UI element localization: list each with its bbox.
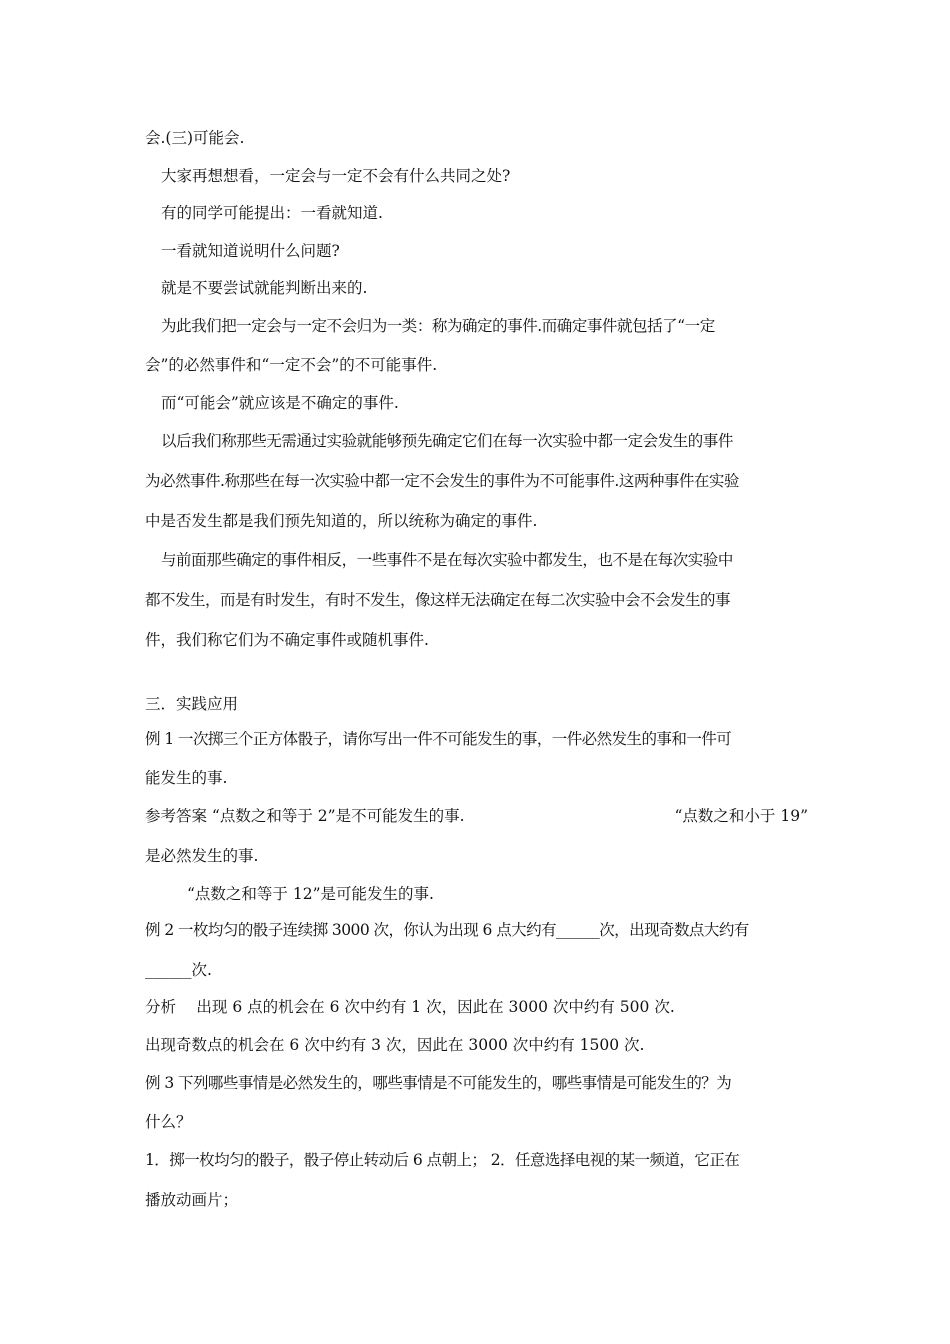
text-line: 什么？ bbox=[145, 1113, 192, 1131]
text-line: 而“可能会”就应该是不确定的事件. bbox=[161, 394, 399, 412]
text-line: 与前面那些确定的事件相反，一些事件不是在每次实验中都发生，也不是在每次实验中 bbox=[161, 551, 733, 569]
text-line: ______次. bbox=[145, 961, 212, 979]
text-line: 例 3 下列哪些事情是必然发生的，哪些事情是不可能发生的，哪些事情是可能发生的？为 bbox=[145, 1074, 732, 1092]
text-line: 为必然事件.称那些在每一次实验中都一定不会发生的事件为不可能事件.这两种事件在实验 bbox=[145, 472, 739, 490]
text-line: 为此我们把一定会与一定不会归为一类：称为确定的事件.而确定事件就包括了“一定 bbox=[161, 317, 715, 335]
text-line: 就是不要尝试就能判断出来的. bbox=[161, 279, 368, 297]
text-line: 播放动画片； bbox=[145, 1191, 239, 1209]
text-line: 大家再想想看，一定会与一定不会有什么共同之处? bbox=[161, 167, 511, 185]
text-segment: “点数之和小于 19” bbox=[674, 807, 808, 825]
text-line: “点数之和等于 12”是可能发生的事. bbox=[187, 885, 434, 903]
text-line bbox=[145, 806, 808, 826]
text-line: 例 1 一次掷三个正方体骰子，请你写出一件不可能发生的事，一件必然发生的事和一件可 bbox=[145, 730, 732, 748]
text-segment: 参考答案 “点数之和等于 2”是不可能发生的事. bbox=[145, 807, 465, 825]
section-heading: 三．实践应用 bbox=[145, 695, 239, 713]
text-line: 出现奇数点的机会在 6 次中约有 3 次，因此在 3000 次中约有 1500 次. bbox=[145, 1036, 645, 1054]
text-line: 会”的必然事件和“一定不会”的不可能事件. bbox=[145, 356, 438, 374]
text-line: 会.(三)可能会. bbox=[145, 129, 245, 147]
text-line: 例 2 一枚均匀的骰子连续掷 3000 次，你认为出现 6 点大约有______次，出现奇数点大约有 bbox=[145, 921, 749, 939]
text-line: 有的同学可能提出：一看就知道. bbox=[161, 204, 383, 222]
text-line: 以后我们称那些无需通过实验就能够预先确定它们在每一次实验中都一定会发生的事件 bbox=[161, 432, 733, 450]
text-line: 1．掷一枚均匀的骰子，骰子停止转动后 6 点朝上； 2．任意选择电视的某一频道，它正在 bbox=[145, 1151, 740, 1169]
text-line: 中是否发生都是我们预先知道的，所以统称为确定的事件. bbox=[145, 512, 538, 530]
text-line: 都不发生，而是有时发生，有时不发生，像这样无法确定在每二次实验中会不会发生的事 bbox=[145, 591, 731, 609]
text-line: 件，我们称它们为不确定事件或随机事件. bbox=[145, 631, 429, 649]
text-line: 能发生的事. bbox=[145, 769, 228, 787]
text-line: 是必然发生的事. bbox=[145, 847, 259, 865]
text-line: 分析 出现 6 点的机会在 6 次中约有 1 次，因此在 3000 次中约有 500 次. bbox=[145, 998, 675, 1016]
text-line: 一看就知道说明什么问题? bbox=[161, 242, 340, 260]
